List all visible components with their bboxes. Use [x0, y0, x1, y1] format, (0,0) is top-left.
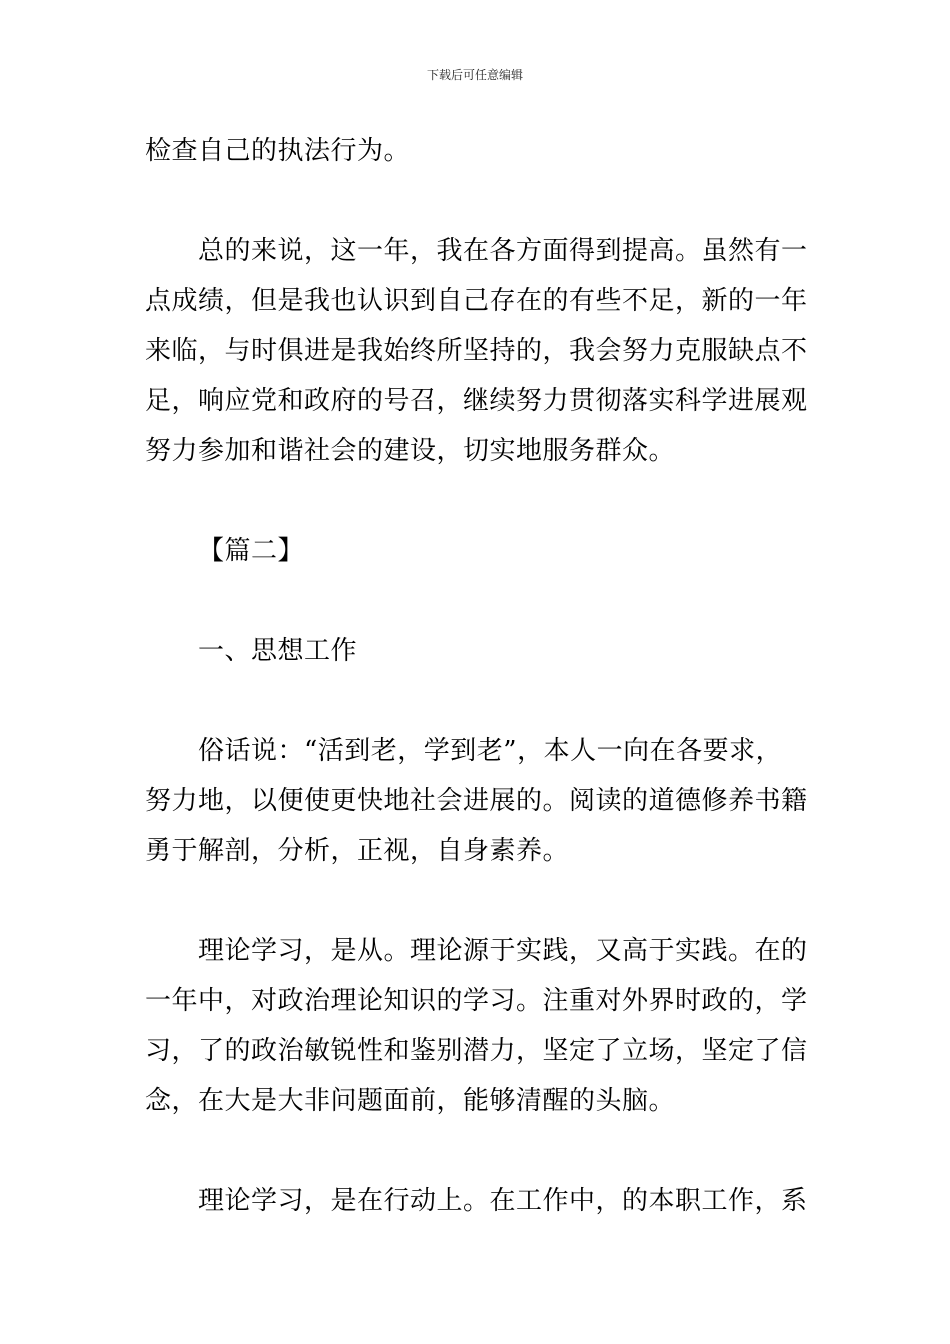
text-line: 来临，与时俱进是我始终所坚持的，我会努力克服缺点不 — [145, 336, 808, 366]
paragraph-gap — [145, 576, 805, 626]
text-line: 检查自己的执法行为。 — [145, 136, 411, 166]
text-line: 一、思想工作 — [198, 636, 358, 666]
text-line: 点成绩，但是我也认识到自己存在的有些不足，新的一年 — [145, 286, 808, 316]
text-line: 俗话说：“活到老，学到老”，本人一向在各要求， — [198, 736, 783, 766]
paragraph — [145, 126, 805, 176]
paragraph-gap — [145, 676, 805, 726]
text-line: 习，了的政治敏锐性和鉴别潜力，坚定了立场，坚定了信 — [145, 1036, 808, 1066]
text-line: 【篇二】 — [198, 536, 305, 566]
paragraph — [145, 226, 808, 476]
paragraph-gap — [145, 876, 805, 926]
text-line: 理论学习，是从。理论源于实践，又高于实践。在的 — [198, 936, 808, 966]
subsection-heading — [145, 626, 805, 676]
paragraph-gap — [145, 1126, 805, 1176]
text-line: 努力参加和谐社会的建设，切实地服务群众。 — [145, 436, 676, 466]
paragraph-gap — [145, 476, 805, 526]
text-line: 总的来说，这一年，我在各方面得到提高。虽然有一 — [198, 236, 808, 266]
text-line: 念，在大是大非问题面前，能够清醒的头脑。 — [145, 1086, 676, 1116]
text-line: 理论学习，是在行动上。在工作中，的本职工作，系 — [198, 1186, 808, 1216]
paragraph-gap — [145, 176, 805, 226]
text-line: 勇于解剖，分析，正视，自身素养。 — [145, 836, 570, 866]
paragraph — [145, 726, 808, 876]
text-line: 足，响应党和政府的号召，继续努力贯彻落实科学进展观 — [145, 386, 808, 416]
text-line: 努力地，以便使更快地社会进展的。阅读的道德修养书籍 — [145, 786, 808, 816]
header-note: 下载后可任意编辑 — [426, 68, 523, 82]
paragraph — [145, 1176, 808, 1226]
section-heading — [145, 526, 805, 576]
paragraph — [145, 926, 808, 1126]
text-line: 一年中，对政治理论知识的学习。注重对外界时政的，学 — [145, 986, 808, 1016]
document-body — [145, 126, 808, 1226]
